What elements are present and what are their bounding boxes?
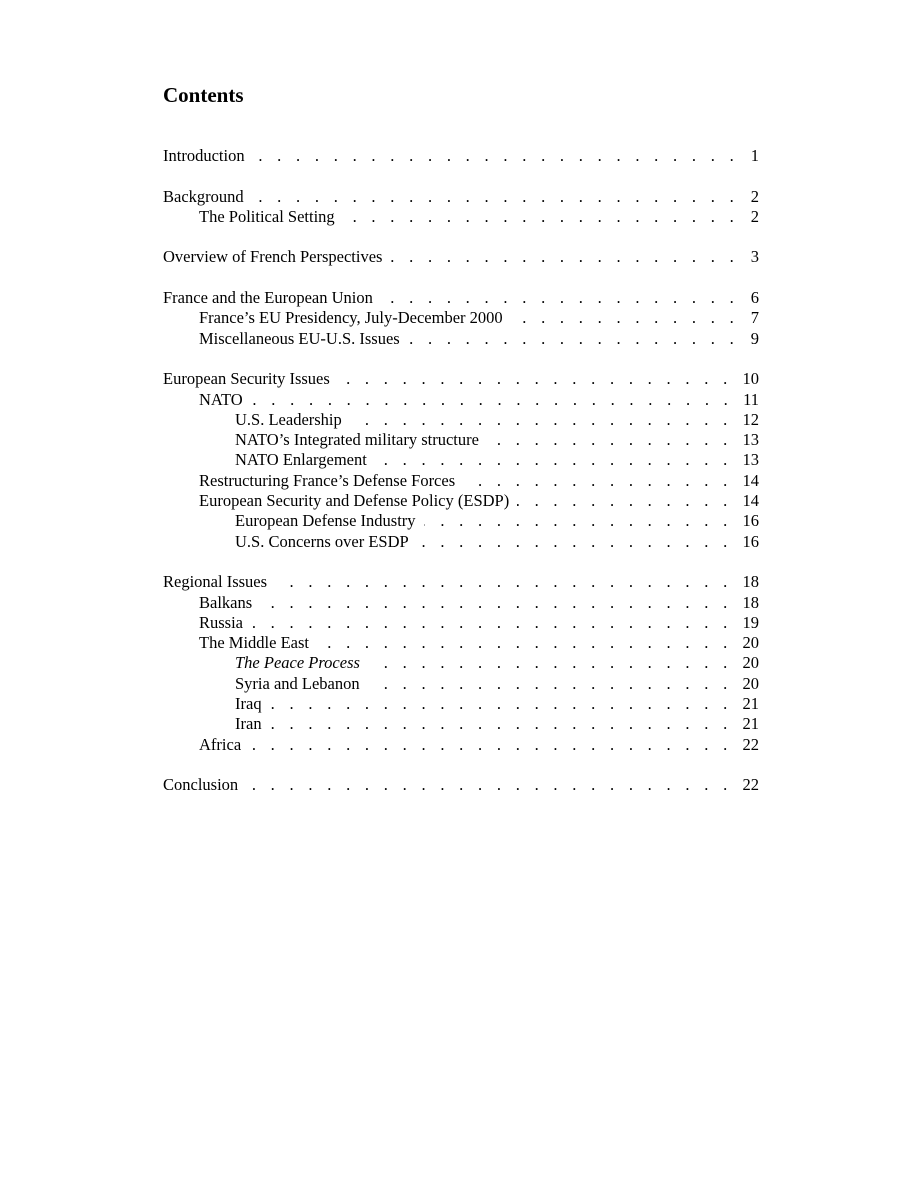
toc-entry[interactable] — [163, 613, 759, 633]
toc-page-number: 16 — [742, 531, 759, 551]
toc-entry-label: U.S. Leadership — [235, 409, 342, 429]
dot-leader — [417, 532, 733, 552]
dot-leader — [368, 674, 733, 694]
dot-leader — [275, 572, 732, 592]
toc-entry-label: The Political Setting — [199, 206, 335, 226]
toc-entry-label: Restructuring France’s Defense Forces — [199, 470, 456, 490]
dot-leader — [251, 613, 732, 633]
toc-entry[interactable] — [163, 633, 759, 653]
toc-entry[interactable] — [163, 369, 759, 389]
dot-leader — [375, 450, 733, 470]
dot-leader — [517, 491, 732, 511]
toc-entry-label: Iraq — [235, 694, 262, 714]
toc-page-number: 20 — [742, 653, 759, 673]
toc-entry-label: France’s EU Presidency, July-December 2000 — [199, 308, 503, 328]
dot-leader — [368, 653, 733, 673]
toc-entry[interactable] — [163, 653, 759, 673]
toc-entry[interactable] — [163, 207, 759, 227]
toc-entry[interactable] — [163, 511, 759, 531]
toc-entry-label: Background — [163, 186, 244, 206]
toc-entry-label: The Peace Process — [235, 653, 360, 673]
toc-entry[interactable] — [163, 572, 759, 592]
dot-leader — [408, 329, 739, 349]
dot-leader — [463, 471, 732, 491]
toc-entry[interactable] — [163, 390, 759, 410]
toc-page-number: 16 — [742, 511, 759, 531]
toc-page-number: 22 — [742, 775, 759, 795]
toc-entry-label: NATO Enlargement — [235, 450, 367, 470]
toc-entry[interactable] — [163, 146, 759, 166]
toc-entry-label: France and the European Union — [163, 288, 373, 308]
dot-leader — [252, 187, 739, 207]
toc-entry[interactable] — [163, 532, 759, 552]
dot-leader — [270, 714, 733, 734]
toc-entry[interactable] — [163, 288, 759, 308]
toc-entry-label: European Security and Defense Policy (ESDP) — [199, 491, 510, 511]
toc-page-number: 21 — [742, 714, 759, 734]
toc-entry-label: Syria and Lebanon — [235, 673, 360, 693]
toc-entry-label: U.S. Concerns over ESDP — [235, 531, 409, 551]
toc-page-number: 21 — [742, 694, 759, 714]
toc-entry-label: Overview of French Perspectives — [163, 247, 383, 267]
toc-entry-label: European Defense Industry — [235, 511, 416, 531]
toc-entry-label: NATO’s Integrated military structure — [235, 430, 479, 450]
toc-entry-label: Introduction — [163, 146, 245, 165]
dot-leader — [487, 430, 733, 450]
toc-page-number: 3 — [750, 247, 759, 267]
dot-leader — [343, 207, 739, 227]
toc-entry[interactable] — [163, 714, 759, 734]
toc-page-number: 14 — [742, 470, 759, 490]
toc-entry[interactable] — [163, 775, 759, 795]
toc-page-number: 2 — [750, 186, 759, 206]
dot-leader — [270, 694, 733, 714]
toc-page-number: 18 — [742, 592, 759, 612]
toc-entry-label: Conclusion — [163, 775, 239, 795]
toc-entry-label: Miscellaneous EU-U.S. Issues — [199, 328, 400, 348]
toc-page-number: 14 — [742, 491, 759, 511]
toc-page-number: 11 — [743, 389, 759, 409]
dot-leader — [260, 593, 732, 613]
toc-page-number: 12 — [742, 409, 759, 429]
toc-entry[interactable] — [163, 593, 759, 613]
dot-leader — [511, 308, 739, 328]
toc-page-number: 13 — [742, 450, 759, 470]
toc-page-number: 13 — [742, 430, 759, 450]
toc-entry[interactable] — [163, 735, 759, 755]
dot-leader — [246, 775, 732, 795]
toc-page-number: 19 — [742, 612, 759, 632]
dot-leader — [350, 410, 733, 430]
toc-page-number: 22 — [742, 734, 759, 754]
toc-page-number: 10 — [742, 369, 759, 389]
toc-entry[interactable] — [163, 450, 759, 470]
toc-entry-label: Balkans — [199, 592, 253, 612]
toc-entry[interactable] — [163, 410, 759, 430]
toc-entry[interactable] — [163, 187, 759, 207]
toc-entry[interactable] — [163, 694, 759, 714]
toc-page-number: 2 — [750, 206, 759, 226]
page-title: Contents — [163, 83, 244, 107]
dot-leader — [317, 633, 733, 653]
toc-entry[interactable] — [163, 471, 759, 491]
toc-page-number: 1 — [750, 146, 759, 165]
toc-entry[interactable] — [163, 430, 759, 450]
toc-page-number: 20 — [742, 633, 759, 653]
toc-entry[interactable] — [163, 247, 759, 267]
dot-leader — [249, 735, 732, 755]
toc-entry[interactable] — [163, 329, 759, 349]
toc-entry-label: The Middle East — [199, 633, 309, 653]
toc-entry-label: Africa — [199, 734, 242, 754]
toc-entry[interactable] — [163, 308, 759, 328]
dot-leader — [251, 390, 733, 410]
toc-entry[interactable] — [163, 674, 759, 694]
toc-entry-label: European Security Issues — [163, 369, 330, 389]
toc-page-number: 7 — [750, 308, 759, 328]
toc-entry-label: Regional Issues — [163, 572, 268, 592]
dot-leader — [253, 146, 739, 166]
dot-leader — [381, 288, 739, 308]
toc-page-number: 6 — [750, 288, 759, 308]
toc-entry-label: Russia — [199, 612, 244, 632]
toc-entry-label: Iran — [235, 714, 262, 734]
toc-page-number: 9 — [750, 328, 759, 348]
toc-entry-label: NATO — [199, 389, 243, 409]
table-of-contents — [163, 146, 759, 796]
dot-leader — [424, 511, 733, 531]
toc-entry[interactable] — [163, 491, 759, 511]
toc-page-number: 20 — [742, 673, 759, 693]
toc-page-number: 18 — [742, 572, 759, 592]
dot-leader — [338, 369, 733, 389]
dot-leader — [390, 247, 739, 267]
